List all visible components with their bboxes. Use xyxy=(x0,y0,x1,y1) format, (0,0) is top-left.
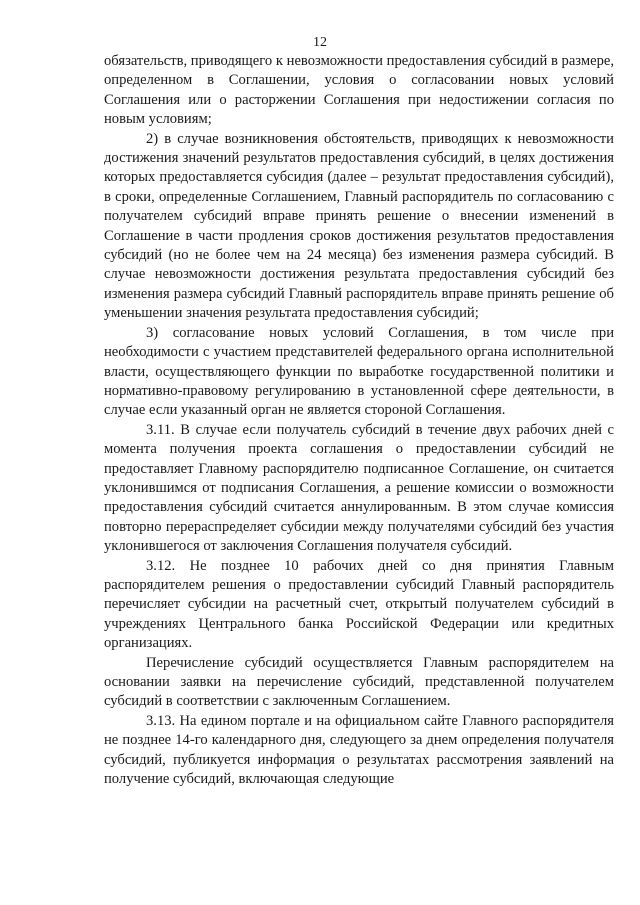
paragraph-subsidy-transfer: Перечисление субсидий осуществляется Главным распорядителем на основании заявки на перечисление субсидий, представленной получателем субсидий в соответствии с заключенным Соглашением. xyxy=(104,654,614,710)
paragraph-obligations-continuation: обязательств, приводящего к невозможности предоставления субсидий в размере, определенном в Соглашении, условия о согласовании новых условий Соглашения или о расторжении Соглашения при недостижении согласия по новым условиям; xyxy=(104,53,614,128)
paragraph-clause-3-12: 3.12. Не позднее 10 рабочих дней со дня принятия Главным распорядителем решения о предоставлении субсидий Главный распорядитель перечисляет субсидии на расчетный счет, открытый получателем субсидий в учреждениях Центрального банка Российской Федерации или кредитных организациях. xyxy=(104,557,614,652)
paragraph-item-2: 2) в случае возникновения обстоятельств, приводящих к невозможности достижения значений результатов предоставления субсидий, в целях достижения которых предоставляется субсидия (далее – результат предоставления субсидий), в сроки, определенные Соглашением, Главный распорядитель по согласованию с получателем субсидий вправе принять решение о внесении изменений в Соглашение в части продления сроков достижения результатов предоставления субсидий (но не более чем на 24 месяца) без изменения размера субсидий. В случае невозможности достижения результата предоставления субсидий без изменения размера субсидий Главный распорядитель вправе принять решение об уменьшении значения результата предоставления субсидий; xyxy=(104,130,614,322)
paragraph-clause-3-11: 3.11. В случае если получатель субсидий в течение двух рабочих дней с момента получения проекта соглашения о предоставлении субсидий не предоставляет Главному распорядителю подписанное Соглашение, он считается уклонившимся от подписания Соглашения, а решение комиссии о возможности предоставления субсидий считается аннулированным. В этом случае комиссия повторно перераспределяет субсидии между получателями субсидий без участия уклонившегося от заключения Соглашения получателя субсидий. xyxy=(104,421,614,555)
page-number: 12 xyxy=(313,35,327,50)
paragraph-item-3: 3) согласование новых условий Соглашения, в том числе при необходимости с участием представителей федерального органа исполнительной власти, осуществляющего функции по выработке государственной политики и нормативно-правовому регулированию в установленной сфере деятельности, в случае если указанный орган не является стороной Соглашения. xyxy=(104,324,614,419)
document-body xyxy=(104,52,614,789)
paragraph-clause-3-13: 3.13. На едином портале и на официальном сайте Главного распорядителя не позднее 14-го календарного дня, следующего за днем определения получателя субсидий, публикуется информация о результатах рассмотрения заявлений на получение субсидий, включающая следующие xyxy=(104,712,614,788)
